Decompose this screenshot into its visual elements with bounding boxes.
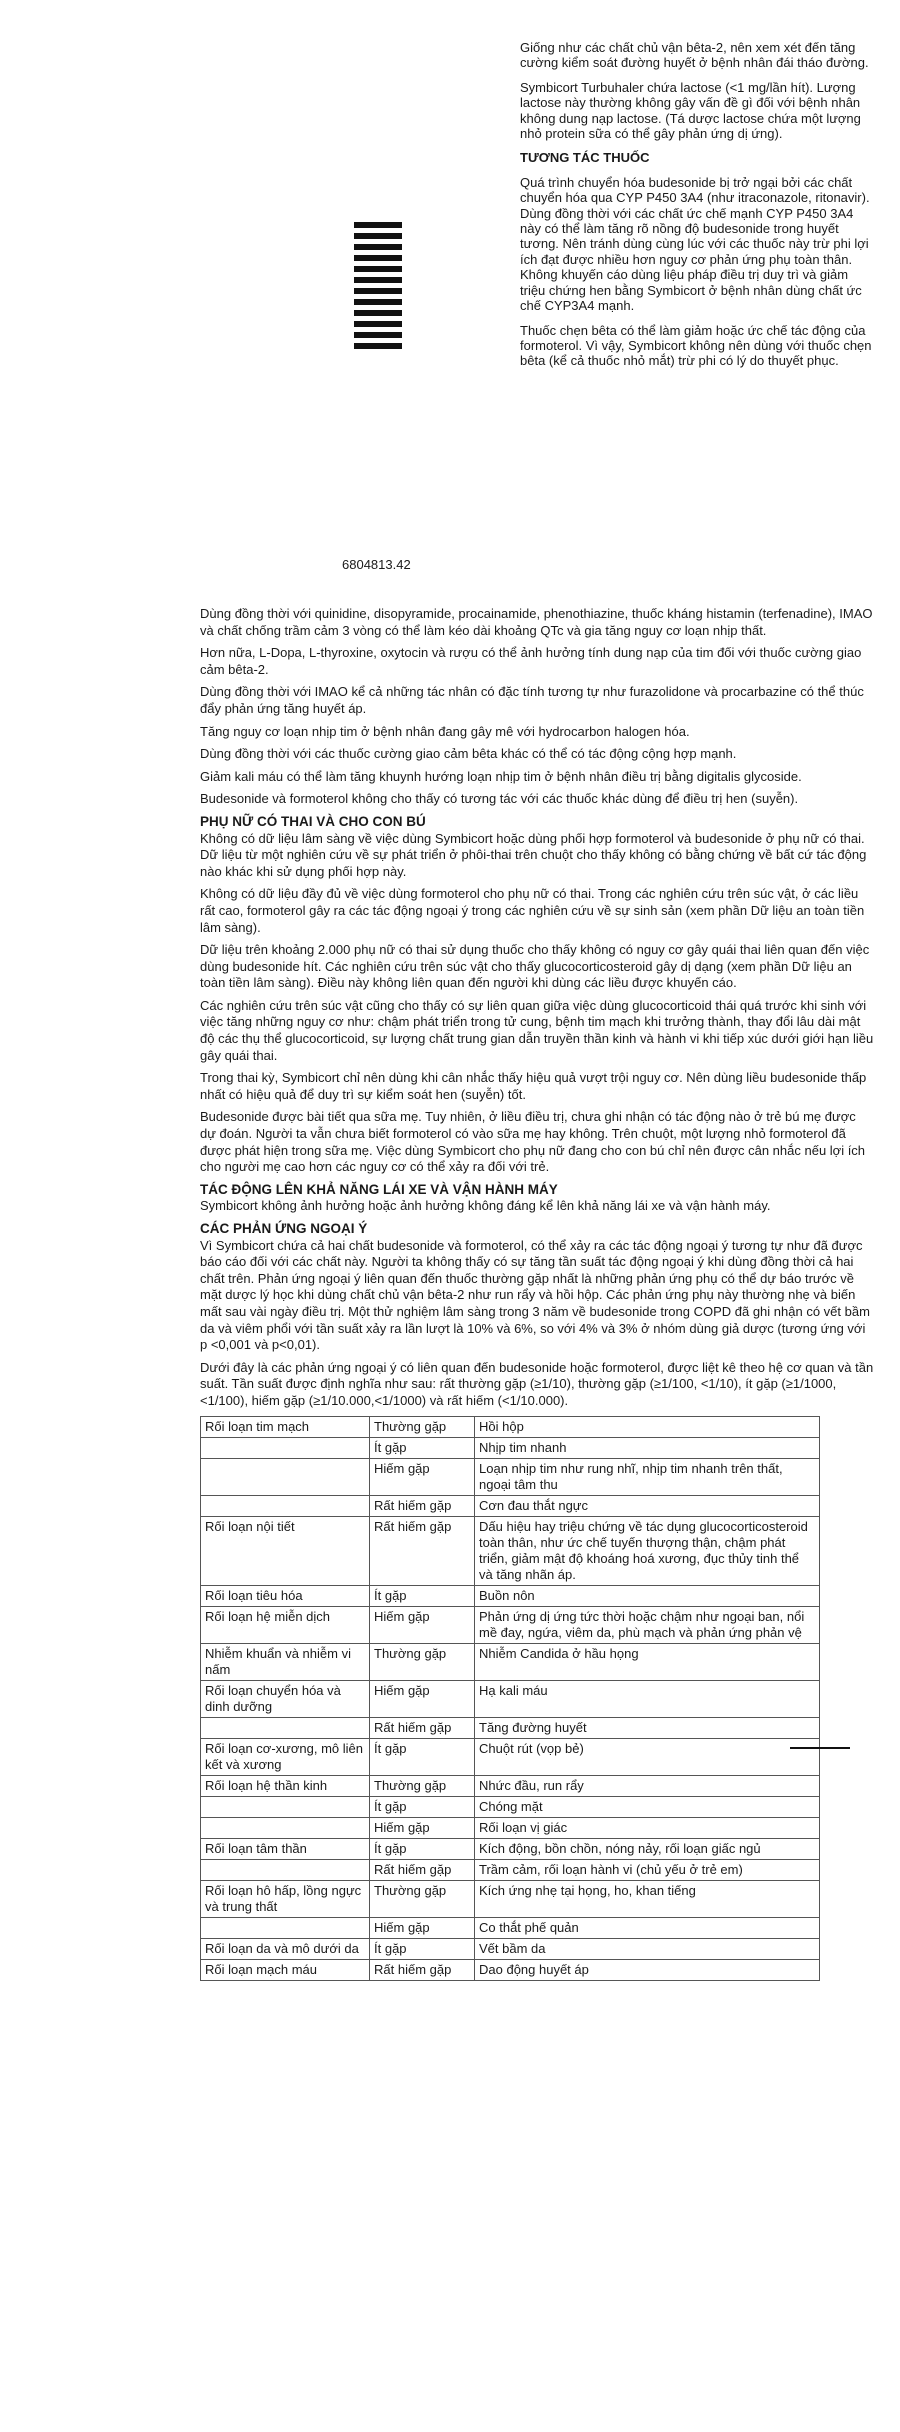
table-cell: Hạ kali máu	[475, 1680, 820, 1717]
table-cell	[201, 1859, 370, 1880]
table-row	[201, 1516, 820, 1585]
table-cell: Chuột rút (vọp bẻ)	[475, 1738, 820, 1775]
table-cell: Ít gặp	[370, 1738, 475, 1775]
table-row	[201, 1495, 820, 1516]
table-cell: Rối loạn da và mô dưới da	[201, 1938, 370, 1959]
table-row	[201, 1838, 820, 1859]
table-cell: Thường gặp	[370, 1416, 475, 1437]
table-cell: Tăng đường huyết	[475, 1717, 820, 1738]
paragraph: Dùng đồng thời với các thuốc cường giao cảm bêta khác có thể có tác động cộng hợp mạnh.	[200, 746, 737, 762]
table-cell	[201, 1717, 370, 1738]
table-row	[201, 1680, 820, 1717]
table-cell: Rất hiếm gặp	[370, 1859, 475, 1880]
main-text	[200, 606, 875, 1981]
table-cell: Nhức đầu, run rẩy	[475, 1775, 820, 1796]
section-heading: PHỤ NỮ CÓ THAI VÀ CHO CON BÚ	[200, 813, 426, 829]
table-row	[201, 1859, 820, 1880]
table-row	[201, 1606, 820, 1643]
table-cell: Nhịp tim nhanh	[475, 1437, 820, 1458]
table-cell: Nhiễm khuẩn và nhiễm vi nấm	[201, 1643, 370, 1680]
adverse-reactions-table	[200, 1416, 820, 1981]
table-cell: Loạn nhịp tim như rung nhĩ, nhịp tim nhanh trên thất, ngoại tâm thu	[475, 1458, 820, 1495]
table-cell: Ít gặp	[370, 1796, 475, 1817]
table-row	[201, 1437, 820, 1458]
table-cell: Chóng mặt	[475, 1796, 820, 1817]
table-cell: Vết bầm da	[475, 1938, 820, 1959]
table-cell: Ít gặp	[370, 1437, 475, 1458]
table-cell: Dao động huyết áp	[475, 1959, 820, 1980]
table-cell: Rất hiếm gặp	[370, 1717, 475, 1738]
table-cell: Co thắt phế quản	[475, 1917, 820, 1938]
table-row	[201, 1880, 820, 1917]
paragraph: Giống như các chất chủ vận bêta-2, nên xem xét đến tăng cường kiểm soát đường huyết ở bệnh nhân đái tháo đường.	[520, 40, 869, 71]
paragraph: Budesonide được bài tiết qua sữa mẹ. Tuy nhiên, ở liều điều trị, chưa ghi nhận có tác động nào ở trẻ bú mẹ được dự đoán. Người ta vẫn chưa biết formoterol có vào sữa mẹ hay không. Trên chuột, một lượng nhỏ formoterol đã được phát hiện trong sữa mẹ. Việc dùng Symbicort cho phụ nữ đang cho con bú chỉ nên được cân nhắc nếu lợi ích cho người mẹ cao hơn các nguy cơ có thể xảy ra đối với trẻ.	[200, 1109, 866, 1175]
paragraph: Hơn nữa, L-Dopa, L-thyroxine, oxytocin và rượu có thể ảnh hưởng tính dung nạp của tim đối với thuốc cường giao cảm bêta-2.	[200, 645, 862, 677]
section-heading: TƯƠNG TÁC THUỐC	[520, 150, 650, 166]
table-cell: Rất hiếm gặp	[370, 1959, 475, 1980]
paragraph: Dữ liệu trên khoảng 2.000 phụ nữ có thai sử dụng thuốc cho thấy không có nguy cơ gây quái thai liên quan đến việc dùng budesonide hít. Các nghiên cứu trên súc vật cho thấy glucocorticosteroid gây dị dạng (xem phần Dữ liệu an toàn tiền lâm sàng). Điều này không liên quan đến người khi dùng các liều được khuyến cáo.	[200, 942, 870, 991]
paragraph: Dùng đồng thời với quinidine, disopyramide, procainamide, phenothiazine, thuốc kháng histamin (terfenadine), IMAO và chất chống trầm cảm 3 vòng có thể làm kéo dài khoảng QTc và gia tăng nguy cơ loạn nhịp thất.	[200, 606, 873, 638]
table-cell: Rất hiếm gặp	[370, 1495, 475, 1516]
table-cell: Thường gặp	[370, 1643, 475, 1680]
table-row	[201, 1458, 820, 1495]
table-cell	[201, 1817, 370, 1838]
table-row	[201, 1817, 820, 1838]
table-cell: Hiếm gặp	[370, 1917, 475, 1938]
table-cell: Ít gặp	[370, 1938, 475, 1959]
barcode-graphic	[354, 222, 402, 354]
table-cell: Rối loạn hệ miễn dịch	[201, 1606, 370, 1643]
table-cell: Buồn nôn	[475, 1585, 820, 1606]
table-row	[201, 1585, 820, 1606]
table-row	[201, 1938, 820, 1959]
paragraph: Vì Symbicort chứa cả hai chất budesonide và formoterol, có thể xảy ra các tác động ngoại ý tương tự như đã được báo cáo đối với các chất này. Người ta không thấy có sự tăng tần suất tác động ngoại ý khi dùng đồng thời cả hai chất trên. Phản ứng ngoại ý liên quan đến thuốc thường gặp nhất là những phản ứng phụ có thể dự báo trước về mặt dược lý học khi dùng chất chủ vận bêta-2 như run rẩy và hồi hộp. Các phản ứng phụ này thường nhẹ và biến mất sau vài ngày điều trị. Một thử nghiệm lâm sàng trong 3 năm về budesonide trong COPD đã ghi nhận có vết bầm da và viêm phổi với tần suất xảy ra lần lượt là 10% và 6%, so với 4% và 3% ở nhóm dùng giả dược (tương ứng với p <0,001 và p<0,01).	[200, 1237, 870, 1353]
paragraph: Dùng đồng thời với IMAO kể cả những tác nhân có đặc tính tương tự như furazolidone và procarbazine có thể thúc đẩy phản ứng tăng huyết áp.	[200, 684, 864, 716]
table-cell: Hiếm gặp	[370, 1458, 475, 1495]
table-cell	[201, 1917, 370, 1938]
paragraph: Thuốc chẹn bêta có thể làm giảm hoặc ức chế tác động của formoterol. Vì vậy, Symbicort không nên dùng với thuốc chẹn bêta (kể cả thuốc nhỏ mắt) trừ phi có lý do thuyết phục.	[520, 322, 872, 369]
table-cell	[201, 1495, 370, 1516]
table-cell: Trầm cảm, rối loạn hành vi (chủ yếu ở trẻ em)	[475, 1859, 820, 1880]
table-cell: Rất hiếm gặp	[370, 1516, 475, 1585]
section-heading: TÁC ĐỘNG LÊN KHẢ NĂNG LÁI XE VÀ VẬN HÀNH MÁY	[200, 1181, 558, 1197]
table-cell: Rối loạn tim mạch	[201, 1416, 370, 1437]
table-cell: Ít gặp	[370, 1838, 475, 1859]
table-cell: Cơn đau thắt ngực	[475, 1495, 820, 1516]
table-cell: Thường gặp	[370, 1880, 475, 1917]
paragraph: Quá trình chuyển hóa budesonide bị trở ngại bởi các chất chuyển hóa qua CYP P450 3A4 (như itraconazole, ritonavir). Dùng đồng thời với các chất ức chế mạnh CYP P450 3A4 này có thể làm tăng rõ nồng độ budesonide trong huyết tương. Nên tránh dùng cùng lúc với các thuốc này trừ phi lợi ích đạt được nhiều hơn nguy cơ phản ứng phụ toàn thân. Không khuyến cáo dùng liệu pháp điều trị duy trì và giảm triệu chứng hen bằng Symbicort ở bệnh nhân dùng chất ức chế CYP3A4 mạnh.	[520, 174, 870, 314]
table-cell: Kích động, bồn chồn, nóng nảy, rối loạn giấc ngủ	[475, 1838, 820, 1859]
table-cell	[201, 1437, 370, 1458]
table-cell: Rối loạn hệ thần kinh	[201, 1775, 370, 1796]
table-cell: Rối loạn nội tiết	[201, 1516, 370, 1585]
table-cell: Rối loạn mạch máu	[201, 1959, 370, 1980]
table-row	[201, 1959, 820, 1980]
table-cell: Phản ứng dị ứng tức thời hoặc chậm như ngoại ban, nổi mề đay, ngứa, viêm da, phù mạch và phản ứng phản vệ	[475, 1606, 820, 1643]
table-cell: Rối loạn cơ-xương, mô liên kết và xương	[201, 1738, 370, 1775]
table-cell: Kích ứng nhẹ tại họng, ho, khan tiếng	[475, 1880, 820, 1917]
right-column	[520, 40, 875, 378]
pen-stroke-mark	[790, 1747, 850, 1749]
paragraph: Giảm kali máu có thể làm tăng khuynh hướng loạn nhịp tim ở bệnh nhân điều trị bằng digitalis glycoside.	[200, 768, 802, 784]
table-cell: Dấu hiệu hay triệu chứng về tác dụng glucocorticosteroid toàn thân, như ức chế tuyến thượng thận, chậm phát triển, giảm mật độ khoáng hoá xương, đục thủy tinh thể và tăng nhãn áp.	[475, 1516, 820, 1585]
table-cell	[201, 1796, 370, 1817]
table-cell: Rối loạn chuyển hóa và dinh dưỡng	[201, 1680, 370, 1717]
table-cell: Rối loạn tâm thần	[201, 1838, 370, 1859]
table-cell	[201, 1458, 370, 1495]
table-row	[201, 1717, 820, 1738]
table-row	[201, 1775, 820, 1796]
paragraph: Tăng nguy cơ loạn nhịp tim ở bệnh nhân đang gây mê với hydrocarbon halogen hóa.	[200, 723, 690, 739]
document-code: 6804813.42	[342, 557, 411, 572]
table-row	[201, 1796, 820, 1817]
table-cell: Hiếm gặp	[370, 1606, 475, 1643]
paragraph: Các nghiên cứu trên súc vật cũng cho thấy có sự liên quan giữa việc dùng glucocorticoid thái quá trước khi sinh với việc tăng những nguy cơ như: chậm phát triển trong tử cung, bệnh tim mạch khi trưởng thành, thay đổi lâu dài mật độ các thụ thể glucocorticoid, sự lượng chất trung gian dẫn truyền thần kinh và hành vi khi tiếp xúc dưới giới hạn liều gây quái thai.	[200, 997, 874, 1063]
paragraph: Budesonide và formoterol không cho thấy có tương tác với các thuốc khác dùng để điều trị hen (suyễn).	[200, 791, 799, 807]
table-row	[201, 1416, 820, 1437]
table-row	[201, 1738, 820, 1775]
paragraph: Symbicort Turbuhaler chứa lactose (<1 mg/lần hít). Lượng lactose này thường không gây vấn đề gì đối với bệnh nhân không dung nạp lactose. (Tá dược lactose chứa một lượng nhỏ protein sữa có thể gây phản ứng dị ứng).	[520, 79, 861, 142]
paragraph: Symbicort không ảnh hưởng hoặc ảnh hưởng không đáng kể lên khả năng lái xe và vận hành máy.	[200, 1198, 771, 1214]
table-cell: Ít gặp	[370, 1585, 475, 1606]
table-cell: Thường gặp	[370, 1775, 475, 1796]
paragraph: Không có dữ liệu đầy đủ về việc dùng formoterol cho phụ nữ có thai. Trong các nghiên cứu trên súc vật, ở các liều rất cao, formoterol gây ra các tác động ngoại ý trong các nghiên cứu về sự sinh sản (xem phần Dữ liệu an toàn tiền lâm sàng).	[200, 886, 865, 935]
table-cell: Hiếm gặp	[370, 1680, 475, 1717]
table-cell: Rối loạn hô hấp, lồng ngực và trung thất	[201, 1880, 370, 1917]
table-row	[201, 1917, 820, 1938]
table-cell: Hiếm gặp	[370, 1817, 475, 1838]
paragraph: Trong thai kỳ, Symbicort chỉ nên dùng khi cân nhắc thấy hiệu quả vượt trội nguy cơ. Nên dùng liều budesonide thấp nhất có hiệu quả để duy trì sự kiểm soát hen (suyễn) tốt.	[200, 1070, 867, 1102]
paragraph: Dưới đây là các phản ứng ngoại ý có liên quan đến budesonide hoặc formoterol, được liệt kê theo hệ cơ quan và tần suất. Tần suất được định nghĩa như sau: rất thường gặp (≥1/10), thường gặp (≥1/100, <1/10), ít gặp (≥1/1000, <1/100), hiếm gặp (≥1/10.000,<1/1000) và rất hiếm (<1/10.000).	[200, 1359, 874, 1408]
table-cell: Nhiễm Candida ở hầu họng	[475, 1643, 820, 1680]
table-cell: Rối loạn vị giác	[475, 1817, 820, 1838]
table-row	[201, 1643, 820, 1680]
table-cell: Hồi hộp	[475, 1416, 820, 1437]
table-cell: Rối loạn tiêu hóa	[201, 1585, 370, 1606]
section-heading: CÁC PHẢN ỨNG NGOẠI Ý	[200, 1221, 368, 1236]
paragraph: Không có dữ liệu lâm sàng về việc dùng Symbicort hoặc dùng phối hợp formoterol và budesonide ở phụ nữ có thai. Dữ liệu từ một nghiên cứu về sự phát triển ở phôi-thai trên chuột cho thấy không có bằng chứng về bất cứ tác động nào khác khi sử dụng phối hợp này.	[200, 830, 867, 879]
